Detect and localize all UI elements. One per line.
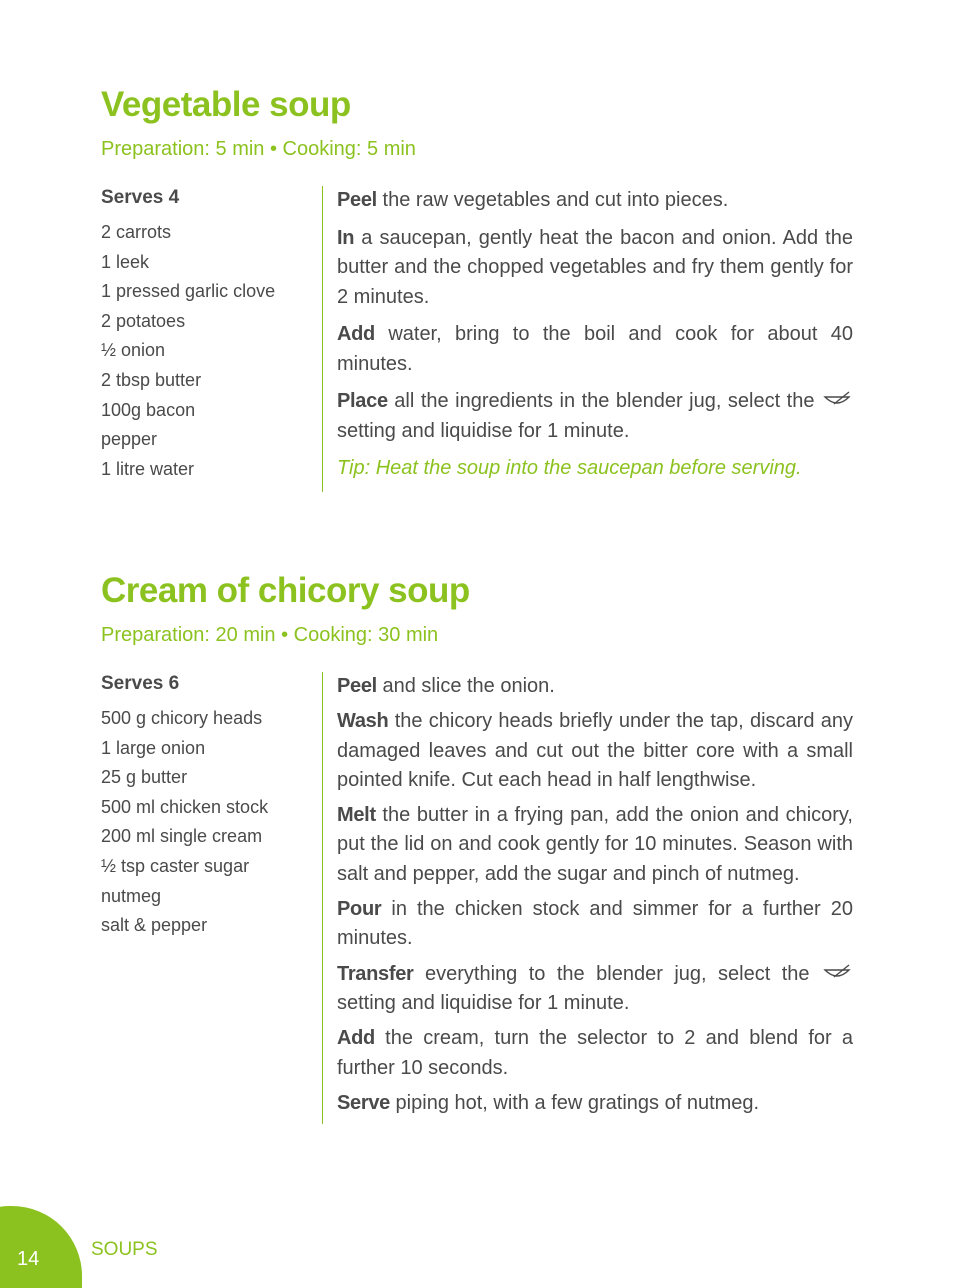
step-text: in the chicken stock and simmer for a further 20 minutes. [337, 898, 853, 950]
section-label: SOUPS [91, 1239, 158, 1260]
ingredient-item: ½ tsp caster sugar [101, 855, 250, 876]
step-text: the chicory heads briefly under the tap, discard any damaged leaves and cut out the bitter core with a small pointed knife. Cut each head in half lengthwise. [337, 710, 853, 791]
step-verb: Peel [337, 189, 377, 211]
serves-label: Serves 4 [101, 187, 180, 208]
serves-label: Serves 6 [101, 673, 180, 694]
step-verb: In [337, 226, 355, 249]
ingredient-item: 2 tbsp butter [101, 369, 202, 390]
ingredient-item: 1 litre water [101, 458, 195, 479]
ingredient-item: ½ onion [101, 340, 166, 361]
page-number-badge [0, 1206, 82, 1288]
ingredients-column [101, 186, 311, 484]
step-text: everything to the blender jug, select the [413, 962, 810, 985]
method-step [337, 1024, 853, 1083]
step-verb: Add [337, 323, 375, 345]
method-step [337, 801, 853, 889]
ingredient-item: 100g bacon [101, 399, 196, 420]
recipe-timing: Preparation: 20 min • Cooking: 30 min [101, 624, 439, 646]
method-step [337, 387, 853, 446]
step-text: the raw vegetables and cut into pieces. [376, 189, 729, 211]
step-verb: Pour [337, 898, 382, 921]
step-text: all the ingredients in the blender jug, select the [387, 390, 815, 412]
ingredient-item: salt & pepper [101, 915, 208, 936]
recipe-title: Vegetable soup [101, 85, 351, 124]
page-number: 14 [17, 1248, 40, 1270]
ingredient-item: 1 pressed garlic clove [101, 281, 276, 302]
method-step [337, 186, 853, 216]
recipe-cream-of-chicory-soup [101, 570, 861, 1114]
method-step [337, 960, 853, 1019]
step-text: the butter in a frying pan, add the onion and chicory, put the lid on and cook gently for 10 minutes. Season with salt and pepper, add the sugar and pinch of nutmeg. [337, 804, 853, 885]
step-verb: Wash [337, 710, 389, 733]
ingredient-item: 25 g butter [101, 767, 188, 788]
ingredient-item: 2 potatoes [101, 310, 186, 331]
ingredients-column [101, 672, 311, 941]
step-verb: Add [337, 1027, 375, 1050]
step-text: a saucepan, gently heat the bacon and onion. Add the butter and the chopped vegetables and fry them gently for 2 minutes. [337, 226, 853, 308]
step-text: piping hot, with a few gratings of nutmeg. [390, 1091, 760, 1114]
step-verb: Melt [337, 804, 376, 827]
method-step [337, 1089, 853, 1118]
ingredient-item: 1 leek [101, 251, 150, 272]
step-text: and slice the onion. [376, 675, 555, 697]
ingredient-item: 200 ml single cream [101, 826, 263, 847]
ingredient-item: 2 carrots [101, 222, 172, 242]
step-verb: Peel [337, 675, 377, 697]
method-column [322, 672, 853, 1124]
step-text: the cream, turn the selector to 2 and blend for a further 10 seconds. [337, 1027, 853, 1079]
method-step [337, 895, 853, 954]
step-text: setting and liquidise for 1 minute. [337, 419, 630, 442]
step-verb: Transfer [337, 962, 414, 985]
method-step [337, 320, 853, 379]
ingredient-item: 500 ml chicken stock [101, 796, 269, 817]
step-verb: Serve [337, 1091, 390, 1114]
recipe-title: Cream of chicory soup [101, 571, 470, 610]
method-step [337, 672, 853, 701]
blender-setting-icon [823, 962, 851, 980]
ingredient-item: 500 g chicory heads [101, 708, 263, 728]
ingredient-list [101, 704, 311, 941]
recipe-tip: Tip: Heat the soup into the saucepan before serving. [337, 457, 802, 479]
recipe-vegetable-soup [101, 84, 861, 479]
method-column [322, 186, 853, 492]
blender-setting-icon [823, 389, 851, 407]
step-verb: Place [337, 390, 388, 412]
ingredient-item: 1 large onion [101, 737, 206, 758]
ingredient-item: nutmeg [101, 885, 162, 906]
recipe-timing: Preparation: 5 min • Cooking: 5 min [101, 138, 416, 160]
ingredient-item: pepper [101, 429, 158, 450]
ingredient-list [101, 218, 311, 484]
method-step [337, 224, 853, 313]
step-text: water, bring to the boil and cook for about 40 minutes. [337, 323, 853, 375]
method-step [337, 707, 853, 795]
step-text: setting and liquidise for 1 minute. [337, 991, 630, 1014]
